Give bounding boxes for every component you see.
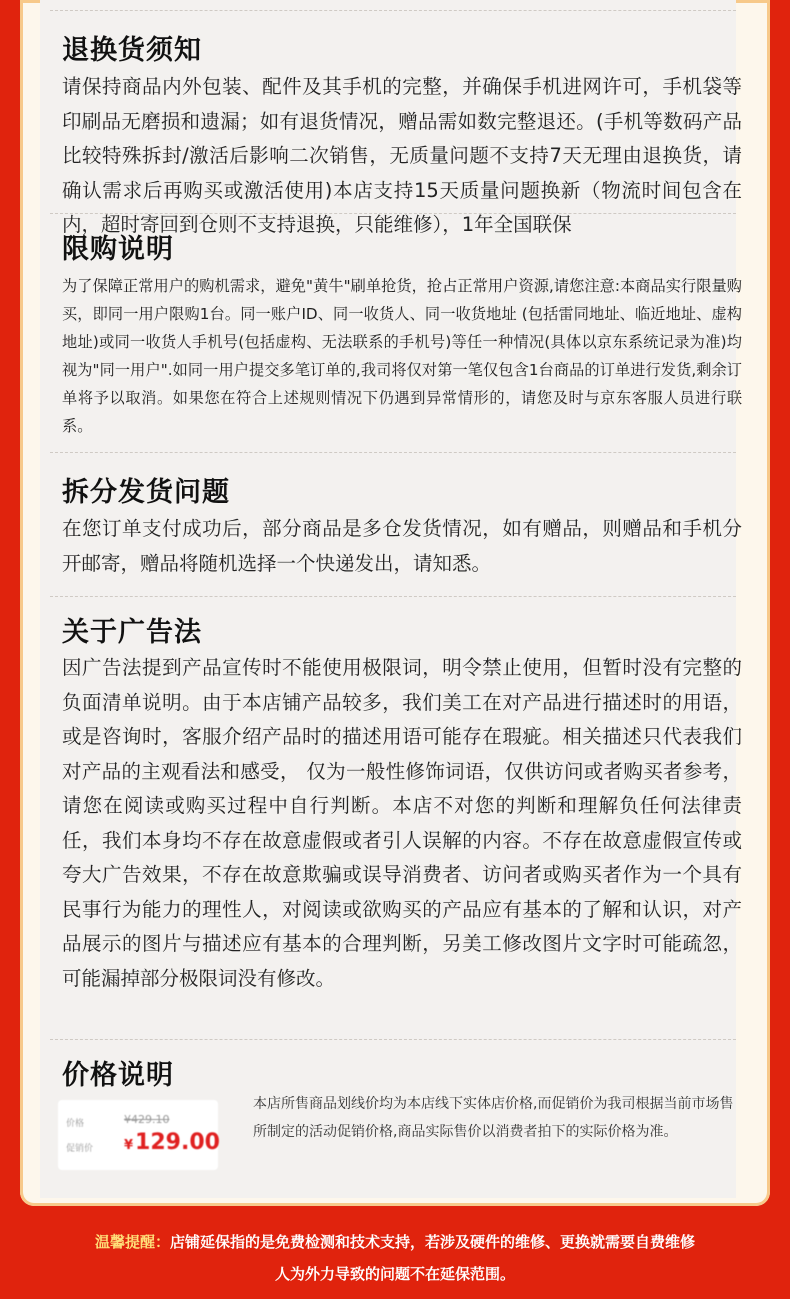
- section-divider: [50, 213, 736, 214]
- footer-notice-line2: 人为外力导致的问题不在延保范围。: [274, 1265, 515, 1283]
- section-divider: [50, 1039, 736, 1040]
- section-body-split-shipping: 在您订单支付成功后，部分商品是多仓发货情况，如有赠品，则赠品和手机分开邮寄，赠品将随机选择一个快递发出，请知悉。: [62, 517, 742, 575]
- section-title-purchase-limit: 限购说明: [62, 234, 174, 265]
- footer-notice-text: 店铺延保指的是免费检测和技术支持，若涉及硬件的维修、更换就需要自费维修: [170, 1233, 696, 1251]
- price-example-image: [58, 1100, 218, 1170]
- footer-notice-line1: [0, 1231, 790, 1252]
- original-price-label: 价格: [66, 1119, 85, 1129]
- currency-symbol: ¥: [124, 1138, 134, 1153]
- section-body-returns: 请保持商品内外包装、配件及其手机的完整，并确保手机进网许可，手机袋等印刷品无磨损和遗漏；如有退货情况，赠品需如数完整退还。(手机等数码产品比较特殊拆封/激活后影响二次销售，无质量问题不支持7天无理由退换货，请确认需求后再购买或激活使用)本店支持15天质量问题换新（物流时间包含在内，超时寄回到仓则不支持退换，只能维修），1年全国联保: [62, 75, 742, 236]
- promo-price-label: 促销价: [66, 1144, 94, 1154]
- section-divider: [50, 452, 736, 453]
- section-body-price-explanation: 本店所售商品划线价均为本店线下实体店价格,而促销价为我司根据当前市场售所制定的活动促销价格,商品实际售价以消费者拍下的实际价格为准。: [253, 1096, 734, 1140]
- section-title-advertising-law: 关于广告法: [62, 617, 202, 648]
- section-body-advertising-law: 因广告法提到产品宣传时不能使用极限词，明令禁止使用，但暂时没有完整的负面清单说明。由于本店铺产品较多，我们美工在对产品进行描述时的用语，或是咨询时，客服介绍产品时的描述用语可能存在瑕疵。相关描述只代表我们对产品的主观看法和感受， 仅为一般性修饰词语，仅供访问或者购买者参考，请您在阅读或购买过程中自行判断。本店不对您的判断和理解负任何法律责任，我们本身均不存在故意虚假或者引人误解的内容。不存在故意虚假宣传或夸大广告效果，不存在故意欺骗或误导消费者、访问者或购买者作为一个具有民事行为能力的理性人，对阅读或欲购买的产品应有基本的了解和认识，对产品展示的图片与描述应有基本的合理判断，另美工修改图片文字时可能疏忽，可能漏掉部分极限词没有修改。: [62, 656, 742, 990]
- promo-price: [124, 1130, 220, 1155]
- section-divider: [50, 596, 736, 597]
- section-body-purchase-limit: 为了保障正常用户的购机需求，避免"黄牛"刷单抢货，抢占正常用户资源,请您注意:本商品实行限量购买，即同一用户限购1台。同一账户ID、同一收货人、同一收货地址 (包括雷同地址、临近地址、虚构地址)或同一收货人手机号(包括虚构、无法联系的手机号)等任一种情况(具体以京东系统记录为准)均视为"同一用户".如同一用户提交多笔订单的,我司将仅对第一笔仅包含1台商品的订单进行发货,剩余订单将予以取消。如果您在符合上述规则情况下仍遇到异常情形的，请您及时与京东客服人员进行联系。: [62, 277, 742, 435]
- section-title-returns: 退换货须知: [62, 35, 202, 66]
- section-title-split-shipping: 拆分发货问题: [62, 477, 230, 508]
- promo-price-value: 129.00: [135, 1130, 220, 1155]
- footer-notice-label: 温馨提醒：: [94, 1233, 170, 1251]
- section-divider: [50, 10, 736, 11]
- section-title-price-explanation: 价格说明: [62, 1060, 174, 1091]
- strikethrough-price: ¥429.10: [124, 1113, 170, 1126]
